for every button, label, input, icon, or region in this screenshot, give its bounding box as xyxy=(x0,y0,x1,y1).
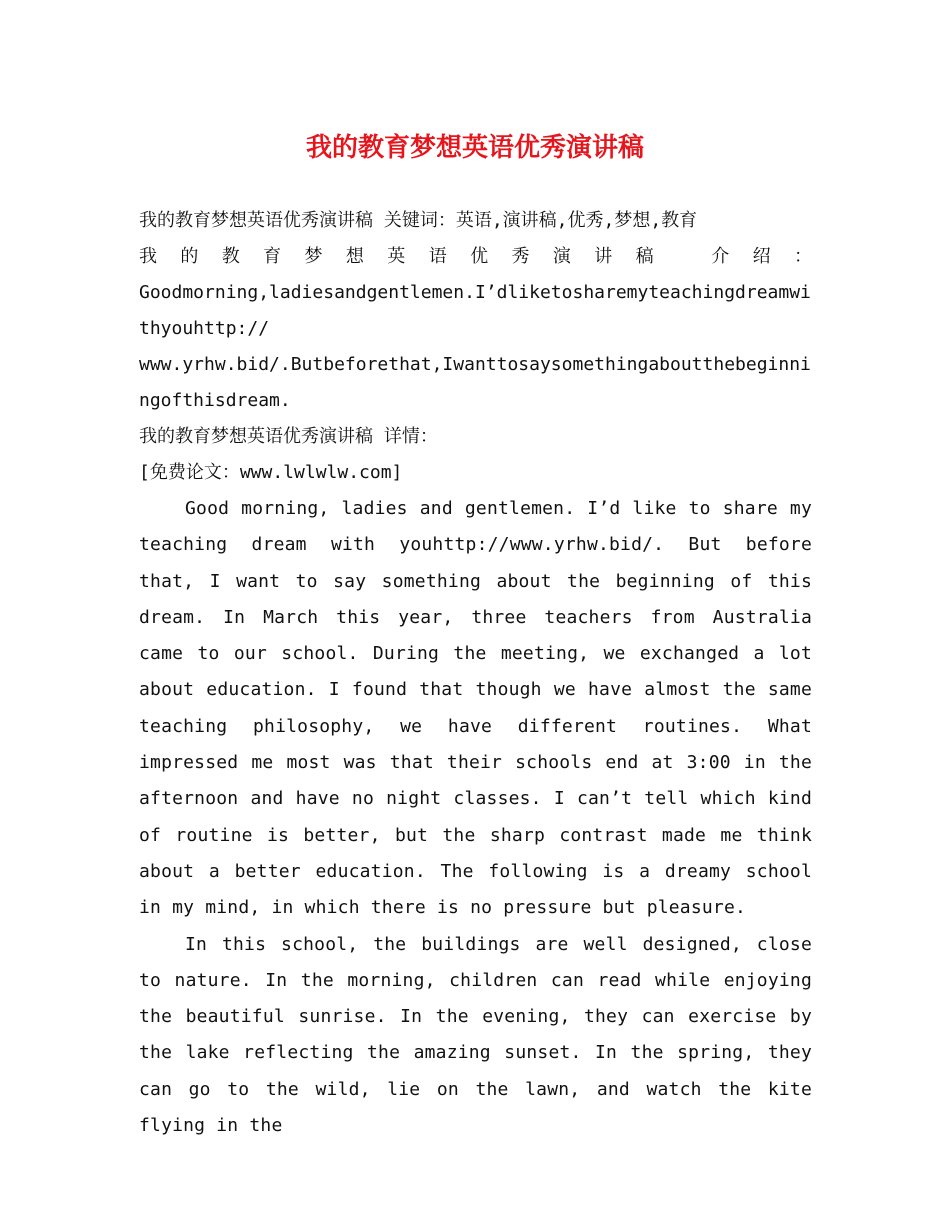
details-label: 我的教育梦想英语优秀演讲稿 详情： xyxy=(139,426,438,447)
intro-label: 我的教育梦想英语优秀演讲稿 介绍： xyxy=(139,246,812,267)
document-body xyxy=(139,203,812,1144)
body-paragraph: Good morning, ladies and gentlemen. I’d like to share my teaching dream with youhttp://www.yrhw.bid/. But before that, I want to say something about the beginning of this dream. In March this year, three teachers from Australia came to our school. During the meeting, we exchanged a lot about education. I found that though we have almost the same teaching philosophy, we have different routines. What impressed me most was that their schools end at 3:00 in the afternoon and have no night classes. I can’t tell which kind of routine is better, but the sharp contrast made me think about a better education. The following is a dreamy school in my mind, in which there is no pressure but pleasure. xyxy=(139,498,812,919)
intro-text-continued: www.yrhw.bid/.Butbeforethat,Iwanttosaysomethingaboutthebeginningofthisdream. xyxy=(139,354,811,411)
source-line: [免费论文：www.lwlwlw.com] xyxy=(139,462,403,483)
document-title: 我的教育梦想英语优秀演讲稿 xyxy=(305,133,644,163)
keywords-line: 我的教育梦想英语优秀演讲稿 关键词：英语,演讲稿,优秀,梦想,教育 xyxy=(139,210,698,231)
intro-text: Goodmorning,ladiesandgentlemen.I’dliketosharemyteachingdreamwithyouhttp:// xyxy=(139,282,811,339)
body-paragraph: In this school, the buildings are well designed, close to nature. In the morning, children can read while enjoying the beautiful sunrise. In the evening, they can exercise by the lake reflecting the amazing sunset. In the spring, they can go to the wild, lie on the lawn, and watch the kite flying in the xyxy=(139,933,812,1137)
